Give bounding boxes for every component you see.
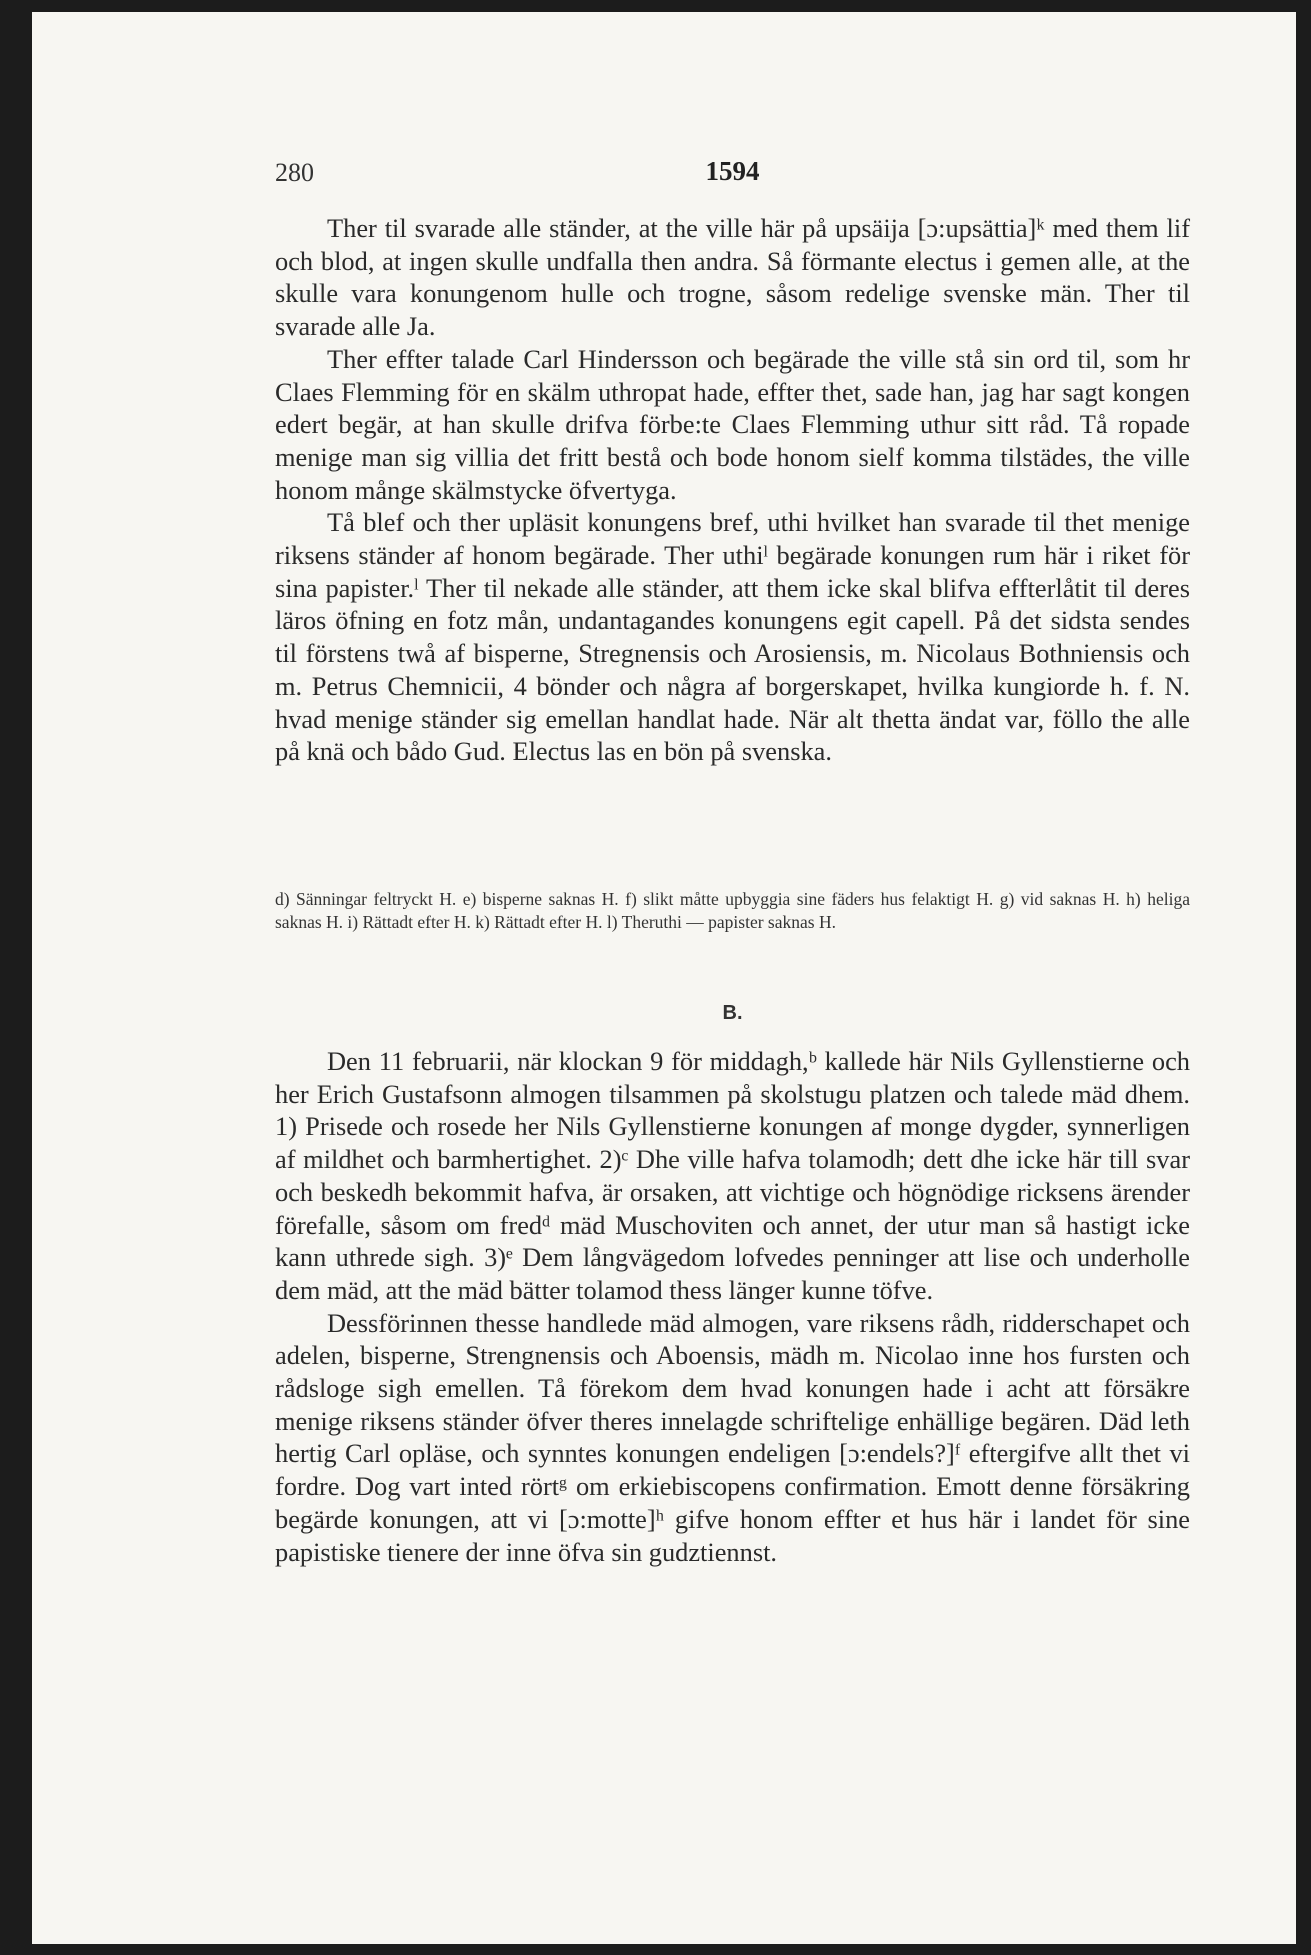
- paragraph: Ther til svarade alle ständer, at the ville här på upsäija [ɔ:upsättia]ᵏ med them lif och blod, at ingen skulle undfalla then andra. Så förmante electus i gemen alle, at the skulle vara konungenom hulle och trogne, såsom redelige svenske män. Ther til svarade alle Ja.: [275, 213, 1190, 342]
- section-a-text: [275, 212, 1190, 768]
- page-header: [275, 158, 1190, 198]
- footnotes: d) Sänningar feltryckt H. e) bisperne saknas H. f) slikt måtte upbyggia sine fäders hus felaktigt H. g) vid saknas H. h) heliga saknas H. i) Rättadt efter H. k) Rättadt efter H. l) Theruthi — papister saknas H.: [275, 889, 1190, 932]
- paragraph: Den 11 februarii, när klockan 9 för middagh,ᵇ kallede här Nils Gyllenstierne och her Erich Gustafsonn almogen tilsammen på skolstugu platzen och talede mäd dhem. 1) Prisede och rosede her Nils Gyllenstierne konungen af monge dygder, synnerligen af mildhet och barmhertighet. 2)ᶜ Dhe ville hafva tolamodh; dett dhe icke här till svar och beskedh bekommit hafva, är orsaken, att vichtige och högnödige ricksens ärender förefalle, såsom om fredᵈ mäd Muschoviten och annet, der utur man så hastigt icke kann uthrede sigh. 3)ᵉ Dem långvägedom lofvedes penninger att lise och underholle dem mäd, att the mäd bätter tolamod thess länger kunne töfve.: [275, 1046, 1190, 1305]
- paragraph: Ther effter talade Carl Hindersson och begärade the ville stå sin ord til, som hr Claes Flemming för en skälm uthropat hade, effter thet, sade han, jag har sagt kongen edert begär, at han skulle drifva förbe:te Claes Flemming uthur sitt råd. Tå ropade menige man sig villia det fritt bestå och bode honom sielf komma tilstädes, the ville honom månge skälmstycke öfvertyga.: [275, 343, 1190, 505]
- paragraph: Tå blef och ther upläsit konungens bref, uthi hvilket han svarade til thet menige riksens ständer af honom begärade. Ther uthiˡ begärade konungen rum här i riket för sina papister.ˡ Ther til nekade alle ständer, att them icke skal blifva effterlåtit til deres läros öfning en fotz mån, undantagandes konungens egit capell. På det sidsta sendes til förstens twå af bisperne, Stregnensis och Arosiensis, m. Nicolaus Bothniensis och m. Petrus Chemnicii, 4 bönder och några af borgerskapet, hvilka kungiorde h. f. N. hvad menige ständer sig emellan handlat hade. När alt thetta ändat var, föllo the alle på knä och bådo Gud. Electus las en bön på svenska.: [275, 507, 1190, 767]
- section-b-text: [275, 1045, 1190, 1568]
- paragraph: Dessförinnen thesse handlede mäd almogen, vare riksens rådh, ridderschapet och adelen, bisperne, Strengnensis och Aboensis, mädh m. Nicolao inne hos fursten och rådsloge sigh emellen. Tå förekom dem hvad konungen hade i acht att försäkre menige riksens ständer öfver theres innelagde schriftelige enhällige begären. Däd leth hertig Carl opläse, och synntes konungen endeligen [ɔ:endels?]ᶠ eftergifve allt thet vi fordre. Dog vart inted rörtᵍ om erkiebiscopens confirmation. Emott denne försäkring begärde konungen, att vi [ɔ:motte]ʰ gifve honom effter et hus här i landet för sine papistiske tienere der inne öfva sin gudztiennst.: [275, 1307, 1190, 1567]
- section-heading: B.: [722, 1002, 743, 1024]
- running-title-year: 1594: [705, 156, 760, 186]
- page-number: 280: [275, 158, 314, 187]
